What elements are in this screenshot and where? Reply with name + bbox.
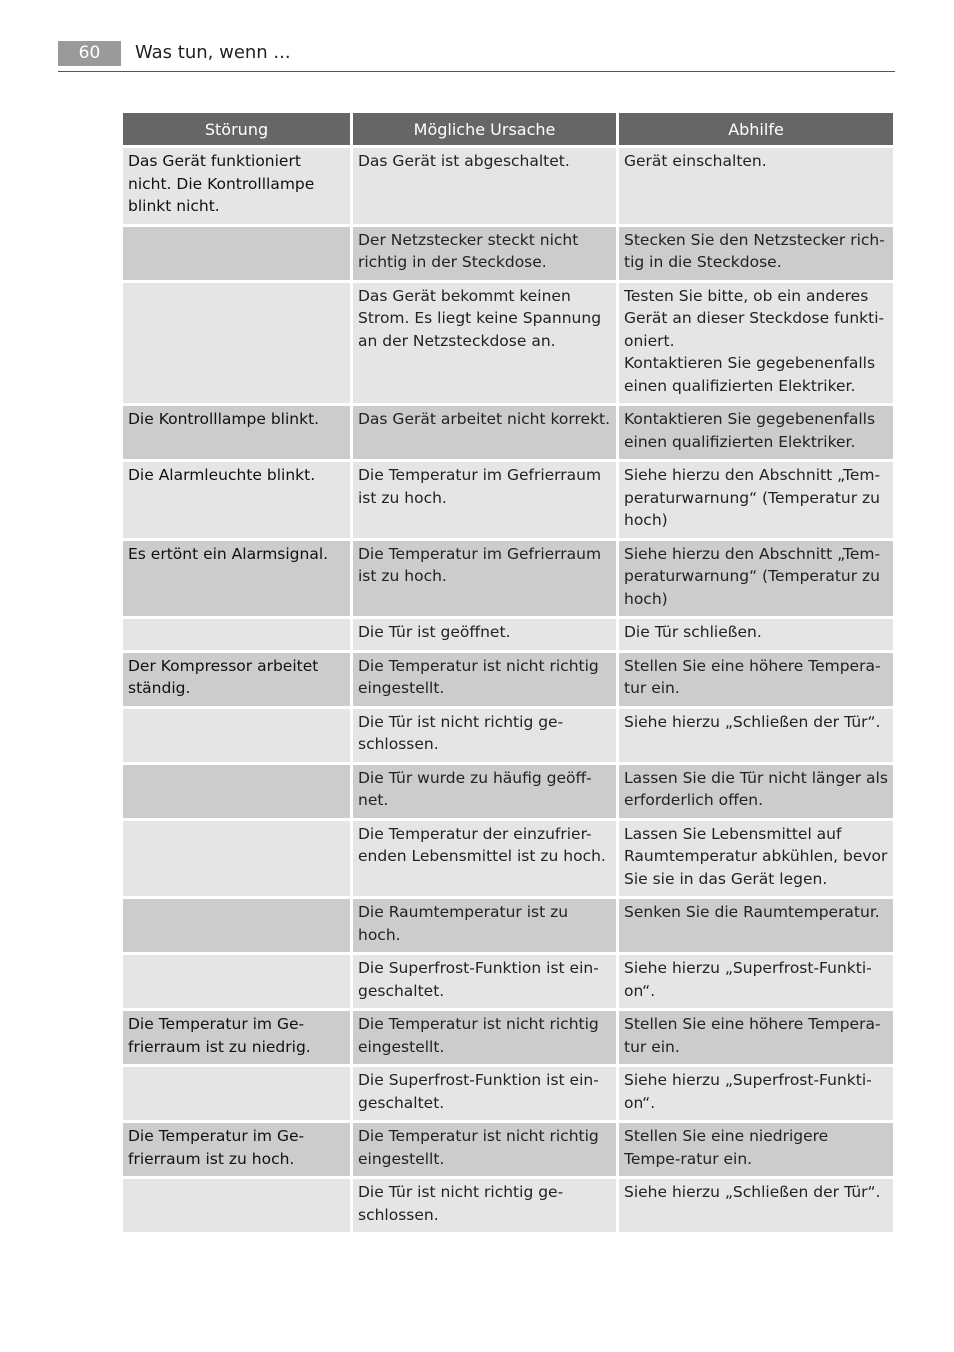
cause-cell: Die Temperatur ist nicht richtig eingestellt. — [353, 1123, 616, 1176]
cause-cell: Die Temperatur ist nicht richtig eingestellt. — [353, 1011, 616, 1064]
cause-cell: Die Tür wurde zu häufig geöff-net. — [353, 765, 616, 818]
cause-cell: Die Tür ist geöffnet. — [353, 619, 616, 650]
table-row — [123, 955, 893, 1008]
cause-cell: Der Netzstecker steckt nicht richtig in der Steckdose. — [353, 227, 616, 280]
cause-cell: Die Tür ist nicht richtig ge-schlossen. — [353, 709, 616, 762]
remedy-cell: Siehe hierzu „Superfrost-Funkti-on“. — [619, 1067, 893, 1120]
table-row — [123, 148, 893, 224]
cause-cell: Die Temperatur der einzufrier-enden Lebensmittel ist zu hoch. — [353, 821, 616, 897]
page-number: 60 — [58, 41, 121, 66]
remedy-cell: Stellen Sie eine höhere Tempera-tur ein. — [619, 653, 893, 706]
remedy-cell: Siehe hierzu „Schließen der Tür“. — [619, 1179, 893, 1232]
table-row — [123, 283, 893, 404]
fault-cell — [123, 709, 350, 762]
remedy-cell: Gerät einschalten. — [619, 148, 893, 224]
remedy-cell: Stellen Sie eine niedrigere Tempe-ratur ein. — [619, 1123, 893, 1176]
remedy-cell: Senken Sie die Raumtemperatur. — [619, 899, 893, 952]
remedy-cell: Die Tür schließen. — [619, 619, 893, 650]
table-body — [123, 148, 893, 1232]
remedy-cell: Testen Sie bitte, ob ein anderes Gerät an dieser Steckdose funkti-oniert. Kontaktieren Sie gegebenenfalls einen qualifizierten Elektriker. — [619, 283, 893, 404]
fault-cell — [123, 899, 350, 952]
cause-cell: Die Superfrost-Funktion ist ein-geschaltet. — [353, 955, 616, 1008]
table-row — [123, 765, 893, 818]
table-row — [123, 541, 893, 617]
column-header-cause: Mögliche Ursache — [353, 113, 616, 145]
remedy-cell: Siehe hierzu den Abschnitt „Tem-peraturwarnung“ (Temperatur zu hoch) — [619, 462, 893, 538]
table-header-row — [123, 113, 893, 145]
fault-cell: Die Temperatur im Ge-frierraum ist zu niedrig. — [123, 1011, 350, 1064]
fault-cell: Die Kontrolllampe blinkt. — [123, 406, 350, 459]
remedy-cell: Siehe hierzu „Schließen der Tür“. — [619, 709, 893, 762]
column-header-fault: Störung — [123, 113, 350, 145]
cause-cell: Die Temperatur im Gefrierraum ist zu hoch. — [353, 462, 616, 538]
remedy-cell: Siehe hierzu „Superfrost-Funkti-on“. — [619, 955, 893, 1008]
fault-cell: Die Alarmleuchte blinkt. — [123, 462, 350, 538]
page-title: Was tun, wenn ... — [135, 42, 291, 63]
cause-cell: Die Raumtemperatur ist zu hoch. — [353, 899, 616, 952]
fault-cell: Der Kompressor arbeitet ständig. — [123, 653, 350, 706]
table-row — [123, 619, 893, 650]
fault-cell: Die Temperatur im Ge-frierraum ist zu hoch. — [123, 1123, 350, 1176]
cause-cell: Die Temperatur ist nicht richtig eingestellt. — [353, 653, 616, 706]
page-header — [58, 40, 895, 72]
fault-cell — [123, 227, 350, 280]
table-row — [123, 462, 893, 538]
fault-cell — [123, 821, 350, 897]
cause-cell: Die Tür ist nicht richtig ge-schlossen. — [353, 1179, 616, 1232]
fault-cell: Das Gerät funktioniert nicht. Die Kontrolllampe blinkt nicht. — [123, 148, 350, 224]
fault-cell — [123, 955, 350, 1008]
table-row — [123, 1123, 893, 1176]
cause-cell: Die Temperatur im Gefrierraum ist zu hoch. — [353, 541, 616, 617]
troubleshooting-table — [120, 110, 896, 1235]
table-row — [123, 1011, 893, 1064]
fault-cell — [123, 619, 350, 650]
cause-cell: Die Superfrost-Funktion ist ein-geschaltet. — [353, 1067, 616, 1120]
cause-cell: Das Gerät ist abgeschaltet. — [353, 148, 616, 224]
table-row — [123, 1067, 893, 1120]
fault-cell — [123, 1067, 350, 1120]
fault-cell: Es ertönt ein Alarmsignal. — [123, 541, 350, 617]
column-header-remedy: Abhilfe — [619, 113, 893, 145]
remedy-cell: Stecken Sie den Netzstecker rich-tig in die Steckdose. — [619, 227, 893, 280]
table-row — [123, 709, 893, 762]
remedy-cell: Lassen Sie Lebensmittel auf Raumtemperatur abkühlen, bevor Sie sie in das Gerät legen. — [619, 821, 893, 897]
remedy-cell: Stellen Sie eine höhere Tempera-tur ein. — [619, 1011, 893, 1064]
fault-cell — [123, 283, 350, 404]
remedy-cell: Kontaktieren Sie gegebenenfalls einen qualifizierten Elektriker. — [619, 406, 893, 459]
table-row — [123, 1179, 893, 1232]
fault-cell — [123, 765, 350, 818]
table-row — [123, 227, 893, 280]
table-row — [123, 406, 893, 459]
table-row — [123, 653, 893, 706]
remedy-cell: Lassen Sie die Tür nicht länger als erforderlich offen. — [619, 765, 893, 818]
remedy-cell: Siehe hierzu den Abschnitt „Tem-peraturwarnung“ (Temperatur zu hoch) — [619, 541, 893, 617]
cause-cell: Das Gerät bekommt keinen Strom. Es liegt keine Spannung an der Netzsteckdose an. — [353, 283, 616, 404]
table-row — [123, 821, 893, 897]
fault-cell — [123, 1179, 350, 1232]
cause-cell: Das Gerät arbeitet nicht korrekt. — [353, 406, 616, 459]
table-row — [123, 899, 893, 952]
